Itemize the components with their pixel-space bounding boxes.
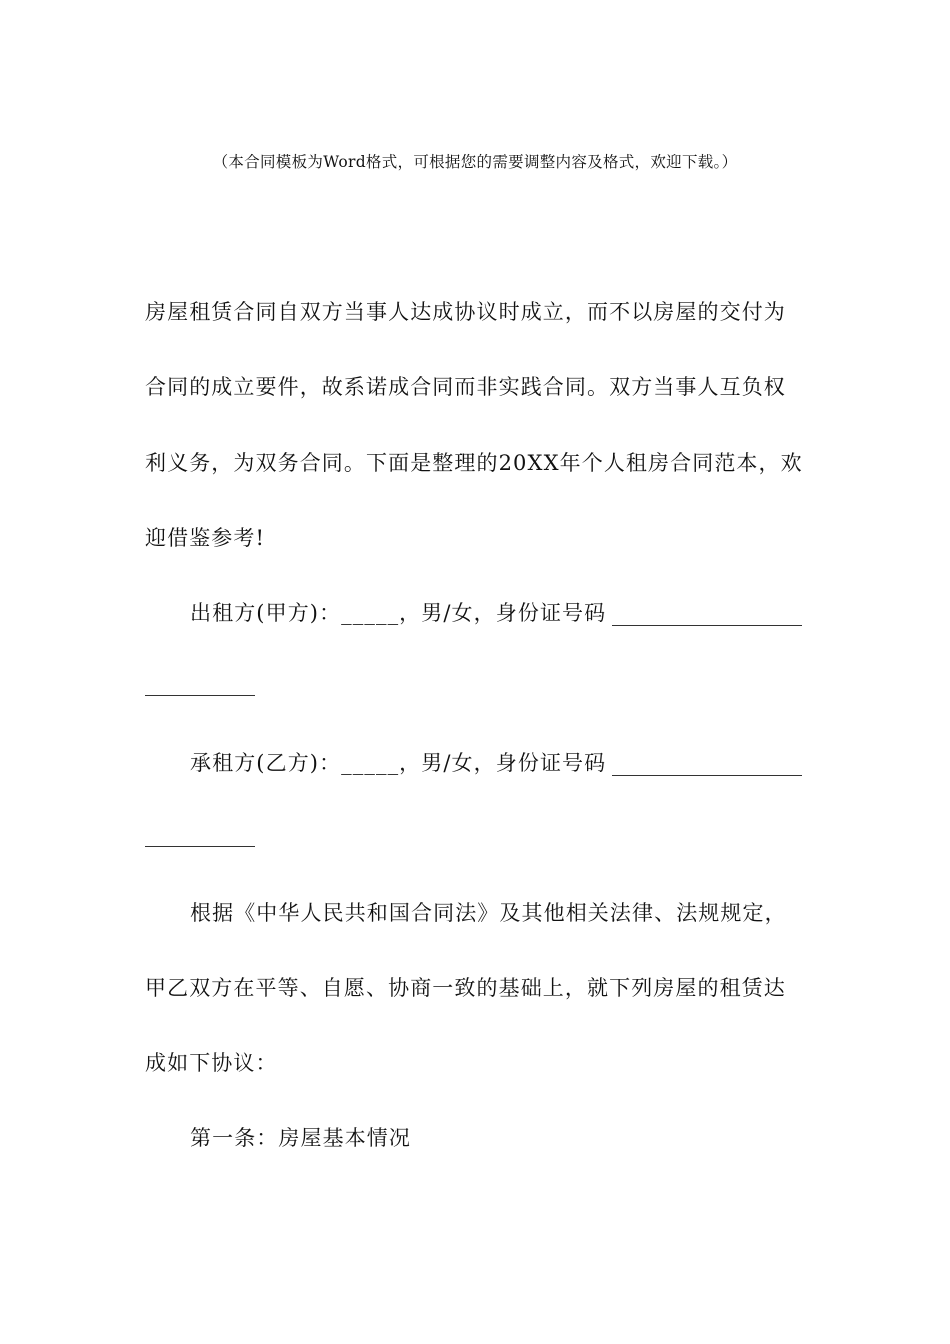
basis-line-3: 成如下协议： <box>145 1051 278 1075</box>
intro-line-1: 房屋租赁合同自双方当事人达成协议时成立，而不以房屋的交付为 <box>145 300 786 324</box>
basis-line-2: 甲乙双方在平等、自愿、协商一致的基础上，就下列房屋的租赁达 <box>145 976 786 1000</box>
lessor-id-blank <box>612 625 802 626</box>
article-1-heading: 第一条：房屋基本情况 <box>190 1126 411 1150</box>
lessor-id-blank-continuation <box>145 695 255 696</box>
intro-line-2: 合同的成立要件，故系诺成合同而非实践合同。双方当事人互负权 <box>145 375 786 399</box>
basis-line-1: 根据《中华人民共和国合同法》及其他相关法律、法规规定， <box>190 901 787 925</box>
lessee-id-blank-continuation <box>145 846 255 847</box>
intro-line-3: 利义务，为双务合同。下面是整理的20XX年个人租房合同范本，欢 <box>145 451 803 475</box>
intro-line-4: 迎借鉴参考! <box>145 526 266 550</box>
lessor-line: 出租方(甲方)：_____，男/女，身份证号码 <box>190 601 607 625</box>
lessee-id-blank <box>612 775 802 776</box>
lessee-line: 承租方(乙方)：_____，男/女，身份证号码 <box>190 751 607 775</box>
template-note: （本合同模板为Word格式，可根据您的需要调整内容及格式，欢迎下载。） <box>212 153 738 171</box>
